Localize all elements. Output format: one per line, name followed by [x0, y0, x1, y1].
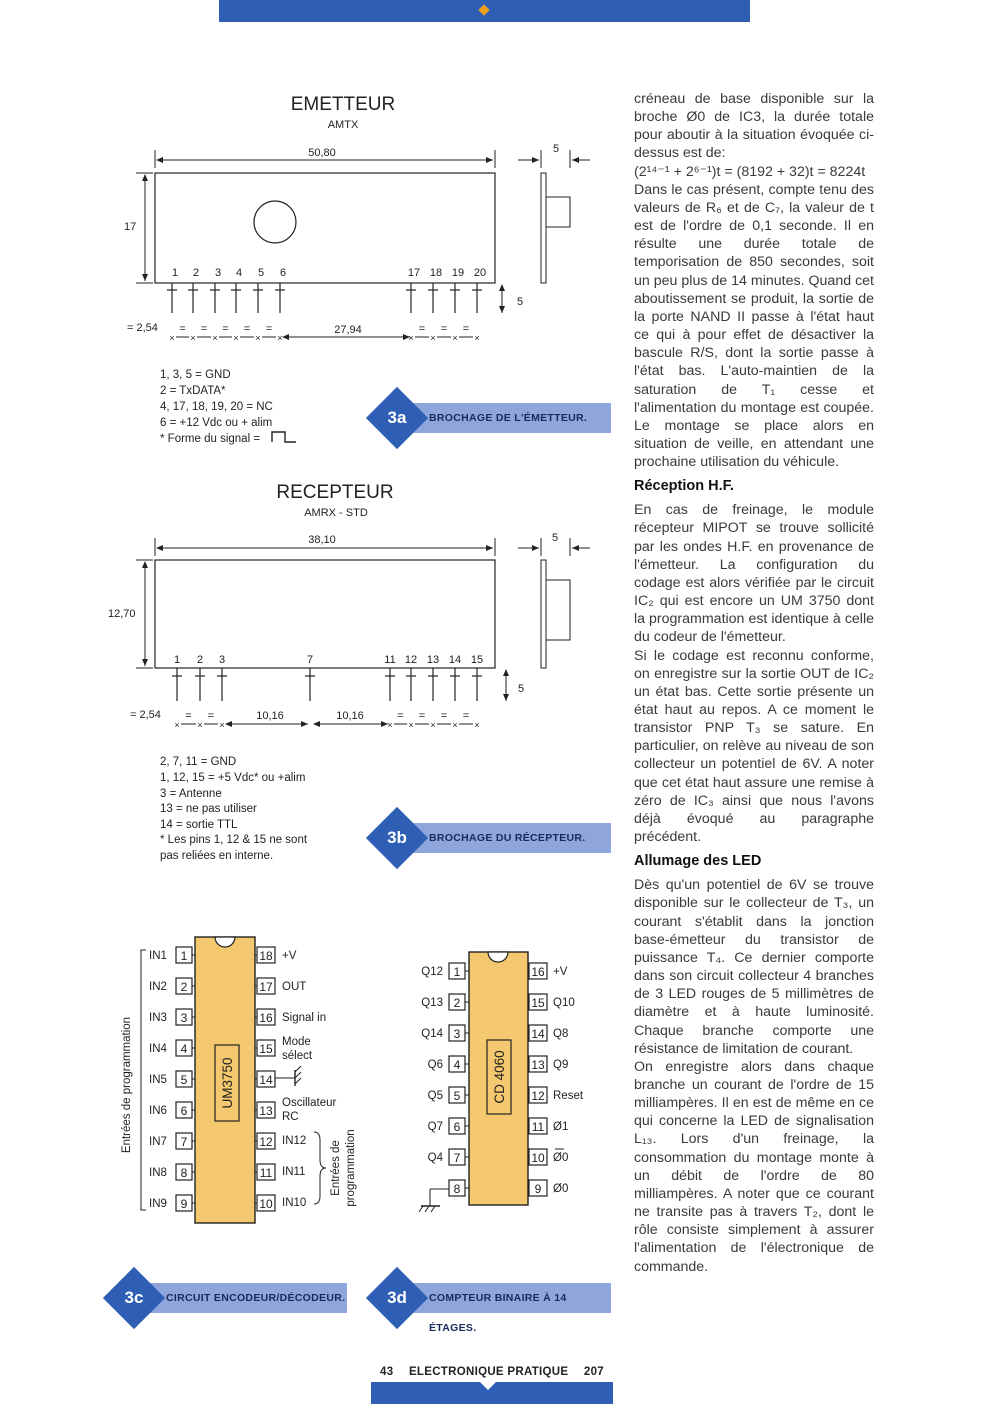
- recepteur-side: [541, 560, 546, 668]
- caption-3c: [124, 1283, 347, 1313]
- recepteur-pitch-tick: ×: [408, 720, 414, 730]
- emetteur-pitch-equal: =: [243, 323, 251, 335]
- emetteur-legend: [160, 369, 296, 445]
- emetteur-pin-label: 6: [279, 267, 287, 279]
- recepteur-module: [155, 560, 495, 668]
- um3750-pin-number: 4: [180, 1042, 188, 1056]
- recepteur-pitch-equal: =: [440, 710, 448, 722]
- caption-3a-number: 3a: [387, 408, 407, 427]
- emetteur-pin-label: 19: [451, 267, 465, 279]
- um3750-side-label-right-2: programmation: [345, 1129, 357, 1207]
- emetteur-pin-label: 1: [171, 267, 179, 279]
- emetteur-pitch-tick: ×: [408, 333, 414, 343]
- caption-3a: [387, 403, 611, 433]
- emetteur-pin-label: 2: [192, 267, 200, 279]
- section-heading-reception: Réception H.F.: [634, 478, 734, 495]
- page-number: 43: [380, 1366, 394, 1378]
- emetteur-pitch-equal: =: [440, 323, 448, 335]
- um3750-pin-number: 11: [259, 1166, 273, 1180]
- um3750-pin-number: 18: [259, 949, 273, 963]
- recepteur-pitch-tick: ×: [452, 720, 458, 730]
- svg-text:2 = TxDATA*: 2 = TxDATA*: [160, 385, 226, 397]
- emetteur-pitch-equal: =: [222, 323, 229, 335]
- cd4060-pin-number: 9: [534, 1182, 542, 1196]
- emetteur-module: [155, 173, 495, 283]
- cd4060-pin-number: 15: [531, 996, 545, 1010]
- um3750-pin-label: IN8: [149, 1167, 167, 1179]
- recepteur-legend: [160, 756, 308, 862]
- um3750-pin-function: Oscillateur: [282, 1097, 337, 1109]
- recepteur-pitch-equal: =: [418, 710, 426, 722]
- emetteur-diagram: [124, 94, 590, 445]
- cd4060-diagram: [419, 952, 584, 1212]
- um3750-pin-label: IN3: [149, 1012, 167, 1024]
- um3750-pin-number: 7: [180, 1135, 188, 1149]
- article-paragraph: En cas de freinage, le module récepteur MIPOT se trouve sollicité par les ondes H.F. en provenance de l'émetteur. La configuration du codage est alors vérifiée par le circuit IC₂ qui est encore un UM 3750 dont la programmation est identique à celle du codeur de l'émetteur.: [634, 502, 874, 646]
- recepteur-pitch-tick: ×: [387, 720, 393, 730]
- um3750-pin-function: sélect: [282, 1050, 313, 1062]
- recepteur-pin-label: 7: [306, 654, 314, 666]
- recepteur-pin-label: 11: [384, 654, 396, 666]
- cd4060-pin-function: Reset: [553, 1090, 584, 1102]
- recepteur-dim-pin-len: 5: [518, 683, 525, 695]
- emetteur-pitch-equal: =: [462, 323, 470, 335]
- emetteur-pitch: = 2,54: [127, 322, 158, 334]
- emetteur-pin-label: 5: [257, 267, 265, 279]
- recepteur-pitch-equal: =: [207, 710, 215, 722]
- emetteur-pin-label: 20: [473, 267, 487, 279]
- um3750-ground-icon: [275, 1066, 301, 1086]
- caption-3d-number: 3d: [387, 1288, 407, 1307]
- um3750-pin-number: 6: [180, 1104, 188, 1118]
- emetteur-pitch-marks: [169, 323, 479, 343]
- caption-3d: [387, 1283, 611, 1334]
- caption-3b-text: BROCHAGE DU RÉCEPTEUR.: [429, 832, 586, 844]
- um3750-pin-function: Mode: [282, 1036, 311, 1048]
- recepteur-pin-label: 2: [196, 654, 204, 666]
- emetteur-pitch-tick: ×: [212, 333, 218, 343]
- um3750-pin-number: 13: [259, 1104, 273, 1118]
- emetteur-dim-ant: 5: [553, 143, 560, 155]
- um3750-pin-number: 8: [180, 1166, 188, 1180]
- svg-text:1, 3, 5 = GND: 1, 3, 5 = GND: [160, 369, 231, 381]
- cd4060-pin-function: +V: [553, 966, 568, 978]
- cd4060-pin-label: Q6: [427, 1059, 443, 1071]
- svg-text:3 = Antenne: 3 = Antenne: [160, 788, 222, 800]
- emetteur-pitch-equal: =: [418, 323, 426, 335]
- um3750-pin-number: 9: [180, 1197, 188, 1211]
- recepteur-pitch-tick: ×: [474, 720, 480, 730]
- emetteur-pitch-equal: =: [200, 323, 208, 335]
- cd4060-pin-label: Q12: [421, 966, 443, 978]
- cd4060-pin-function: Ø0: [553, 1183, 569, 1195]
- um3750-chip-label: UM3750: [220, 1057, 235, 1109]
- emetteur-pin-label: 17: [407, 267, 421, 279]
- svg-text:13 = ne pas utiliser: 13 = ne pas utiliser: [160, 803, 257, 815]
- cd4060-pin-label: Q5: [427, 1090, 443, 1102]
- emetteur-side: [541, 173, 546, 283]
- caption-3c-text: CIRCUIT ENCODEUR/DÉCODEUR.: [166, 1292, 346, 1304]
- issue-number: 207: [583, 1366, 604, 1378]
- cd4060-pin-number: 3: [453, 1027, 461, 1041]
- cd4060-pin-number: 13: [531, 1058, 545, 1072]
- emetteur-pitch-tick: ×: [233, 333, 239, 343]
- um3750-pin-number: 12: [259, 1135, 273, 1149]
- um3750-pin-number: 1: [180, 949, 188, 963]
- recepteur-pitch-tick: ×: [219, 720, 225, 730]
- recepteur-pitch-equal: =: [462, 710, 470, 722]
- emetteur-pitch-equal: =: [179, 323, 186, 335]
- svg-text:* Les pins 1, 12 & 15 ne sont: * Les pins 1, 12 & 15 ne sont: [160, 834, 308, 846]
- recepteur-pitch: = 2,54: [130, 709, 161, 721]
- recepteur-pitch-tick: ×: [197, 720, 203, 730]
- emetteur-pitch-tick: ×: [452, 333, 458, 343]
- recepteur-pitch-marks: [174, 710, 479, 730]
- recepteur-pin-label: 12: [404, 654, 418, 666]
- recepteur-pin-label: 15: [470, 654, 484, 666]
- um3750-pin-function: Signal in: [282, 1012, 327, 1024]
- recepteur-pin-label: 1: [173, 654, 181, 666]
- recepteur-pitch-equal: =: [397, 710, 404, 722]
- signal-shape-icon: [272, 432, 296, 442]
- cd4060-pin-number: 10: [531, 1151, 545, 1165]
- recepteur-pitch-tick: ×: [430, 720, 436, 730]
- svg-text:2, 7, 11 = GND: 2, 7, 11 = GND: [160, 756, 237, 768]
- recepteur-pin-label: 3: [218, 654, 226, 666]
- um3750-side-label-right-1: Entrées de: [330, 1140, 342, 1196]
- um3750-pin-function: IN12: [282, 1135, 307, 1147]
- section-heading-led: Allumage des LED: [634, 853, 762, 870]
- recepteur-pins: [172, 654, 483, 701]
- um3750-pin-number: 3: [180, 1011, 188, 1025]
- recepteur-side-bump: [546, 580, 570, 640]
- emetteur-dim-pin-len: 5: [517, 296, 524, 308]
- svg-text:* Forme du signal =: * Forme du signal =: [160, 433, 261, 445]
- cd4060-pin-number: 8: [453, 1182, 461, 1196]
- recepteur-pin-label: 14: [448, 654, 462, 666]
- caption-3a-text: BROCHAGE DE L'ÉMETTEUR.: [429, 412, 588, 424]
- caption-3d-text: COMPTEUR BINAIRE À 14 ÉTAGES.: [429, 1292, 567, 1334]
- emetteur-side-bump: [546, 197, 570, 227]
- um3750-pin-function: RC: [282, 1111, 299, 1123]
- um3750-pin-label: IN4: [149, 1043, 167, 1055]
- svg-text:6 = +12 Vdc ou + alim: 6 = +12 Vdc ou + alim: [160, 417, 273, 429]
- um3750-pin-label: IN5: [149, 1074, 167, 1086]
- emetteur-pitch-tick: ×: [430, 333, 436, 343]
- um3750-pin-function: +V: [282, 950, 297, 962]
- cd4060-pin-number: 7: [453, 1151, 461, 1165]
- emetteur-pin-label: 4: [235, 267, 243, 279]
- cd4060-pin-number: 4: [453, 1058, 461, 1072]
- footer-notch: [480, 1382, 496, 1390]
- recepteur-gap2: 10,16: [336, 710, 364, 722]
- cd4060-pin-label: Q13: [421, 997, 443, 1009]
- cd4060-pin-label: Q4: [427, 1152, 443, 1164]
- cd4060-pin-function: Q10: [553, 997, 575, 1009]
- emetteur-crystal: [254, 201, 296, 243]
- article-paragraph: On enregistre alors dans chaque branche un courant de l'ordre de 15 milliampères. Il en est de même en ce qui concerne la LED de signalisation L₁₃. Lors d'un freinage, la consommation du montage monte à un débit de l'ordre de 80 milliampères. A noter que ce courant ne transite pas à travers T₂, dont le rôle consiste simplement à assurer l'alimentation de l'électronique de commande.: [634, 1058, 874, 1275]
- um3750-pin-function: IN10: [282, 1197, 307, 1209]
- recepteur-pitch-equal: =: [185, 710, 192, 722]
- emetteur-pitch-equal: =: [265, 323, 273, 335]
- recepteur-dim-width: 38,10: [308, 534, 336, 546]
- emetteur-pins: [167, 267, 486, 313]
- article-paragraph: Si le codage est reconnu conforme, on enregistre sur la sortie OUT de IC₂ un état bas. Cette sortie présente un état haut au repos. A ce moment le transistor PNP T₃ se sature. En particulier, on relève au niveau de son collecteur un potentiel de 6V. A noter que cet état haut assure une remise à zéro de IC₃ ainsi que nous l'avons déjà évoqué au paragraphe précédent.: [634, 647, 874, 846]
- cd4060-pin-number: 14: [531, 1027, 545, 1041]
- emetteur-pin-label: 3: [214, 267, 222, 279]
- um3750-pin-function: IN11: [282, 1166, 306, 1178]
- um3750-pin-label: IN7: [149, 1136, 167, 1148]
- um3750-pin-number: 14: [259, 1073, 273, 1087]
- cd4060-pin-label: Q7: [427, 1121, 443, 1133]
- article-formula: (2¹⁴⁻¹ + 2⁶⁻¹)t = (8192 + 32)t = 8224t: [634, 163, 866, 180]
- cd4060-pin-number: 11: [531, 1120, 545, 1134]
- cd4060-pin-function: Ø1: [553, 1121, 569, 1133]
- emetteur-pitch-tick: ×: [190, 333, 196, 343]
- article-column: [634, 90, 874, 1276]
- um3750-pin-function: OUT: [282, 981, 307, 993]
- emetteur-dim-width: 50,80: [308, 147, 336, 159]
- caption-3b: [387, 823, 611, 853]
- um3750-pin-number: 2: [180, 980, 188, 994]
- recepteur-dim-height: 12,70: [108, 608, 136, 620]
- um3750-side-label: Entrées de programmation: [121, 1016, 133, 1154]
- emetteur-pitch-tick: ×: [255, 333, 261, 343]
- cd4060-pin-number: 12: [531, 1089, 545, 1103]
- um3750-pin-label: IN1: [149, 950, 167, 962]
- cd4060-pin-function: Q8: [553, 1028, 569, 1040]
- cd4060-pin-function: Ø0: [553, 1152, 569, 1164]
- article-paragraph: Dès qu'un potentiel de 6V se trouve disponible sur le collecteur de T₃, un courant s'établit dans la jonction base-émetteur du transistor de puissance T₄. Ce dernier comporte dans son circuit collecteur 4 branches de 3 LED rouges de 5 millimètres de diamètre et à haute luminosité. Chaque branche comporte une résistance de limitation de courant.: [634, 877, 874, 1057]
- emetteur-model: AMTX: [327, 119, 359, 131]
- um3750-pin-number: 10: [259, 1197, 273, 1211]
- cd4060-pin-label: Q14: [421, 1028, 443, 1040]
- um3750-pin-number: 16: [259, 1011, 273, 1025]
- cd4060-pin-number: 6: [453, 1120, 461, 1134]
- recepteur-pitch-tick: ×: [174, 720, 180, 730]
- recepteur-gap1: 10,16: [256, 710, 284, 722]
- cd4060-pin-number: 2: [453, 996, 461, 1010]
- um3750-pin-label: IN6: [149, 1105, 167, 1117]
- emetteur-title: EMETTEUR: [290, 94, 396, 115]
- svg-text:14 = sortie TTL: 14 = sortie TTL: [160, 819, 238, 831]
- cd4060-pin-number: 5: [453, 1089, 461, 1103]
- emetteur-pin-label: 18: [429, 267, 443, 279]
- emetteur-pitch-tick: ×: [169, 333, 175, 343]
- svg-text:pas reliées en interne.: pas reliées en interne.: [160, 850, 274, 862]
- um3750-pin-label: IN9: [149, 1198, 167, 1210]
- um3750-pin-label: IN2: [149, 981, 167, 993]
- um3750-pin-number: 17: [259, 980, 273, 994]
- caption-3b-number: 3b: [387, 828, 407, 847]
- page-footer: [371, 1366, 613, 1378]
- magazine-name: ELECTRONIQUE PRATIQUE: [408, 1366, 569, 1378]
- recepteur-model: AMRX - STD: [304, 507, 368, 519]
- recepteur-pin-label: 13: [426, 654, 440, 666]
- svg-text:1, 12, 15 = +5 Vdc* ou +alim: 1, 12, 15 = +5 Vdc* ou +alim: [160, 772, 306, 784]
- article-paragraph: créneau de base disponible sur la broche Ø0 de IC3, la durée totale pour aboutir à la situation évoquée ci-dessus est de:: [634, 91, 874, 162]
- recepteur-diagram: [108, 482, 590, 862]
- emetteur-gap: 27,94: [334, 324, 362, 336]
- svg-text:4, 17, 18, 19, 20 = NC: 4, 17, 18, 19, 20 = NC: [160, 401, 273, 413]
- cd4060-pin-number: 1: [453, 965, 461, 979]
- recepteur-dim-ant: 5: [552, 532, 559, 544]
- cd4060-ground-icon: [419, 1189, 449, 1212]
- recepteur-title: RECEPTEUR: [276, 482, 394, 503]
- emetteur-pitch-tick: ×: [474, 333, 480, 343]
- article-paragraph: Dans le cas présent, compte tenu des valeurs de R₆ et de C₇, la valeur de t est de l'ordre de 0,1 seconde. Il en résulte une durée totale de temporisation de 850 secondes, soit un peu plus de 14 minutes. Quand cet aboutissement se produit, la sortie de la porte NAND II passe à l'état haut ce qui à pour effet de désactiver la bascule R/S, dont la sortie passe à l'état bas. L'auto-maintien de la saturation de T₁ cesse et l'alimentation du montage est coupée. Le montage se place alors en situation de veille, en attendant une prochaine utilisation du véhicule.: [634, 181, 874, 471]
- cd4060-chip-label: CD 4060: [492, 1050, 507, 1104]
- emetteur-dim-height: 17: [124, 221, 137, 233]
- um3750-diagram: [121, 937, 357, 1223]
- cd4060-pin-number: 16: [531, 965, 545, 979]
- um3750-pin-number: 15: [259, 1042, 273, 1056]
- um3750-pin-number: 5: [180, 1073, 188, 1087]
- emetteur-pitch-tick: ×: [277, 333, 283, 343]
- caption-3c-number: 3c: [124, 1288, 144, 1307]
- cd4060-pin-function: Q9: [553, 1059, 569, 1071]
